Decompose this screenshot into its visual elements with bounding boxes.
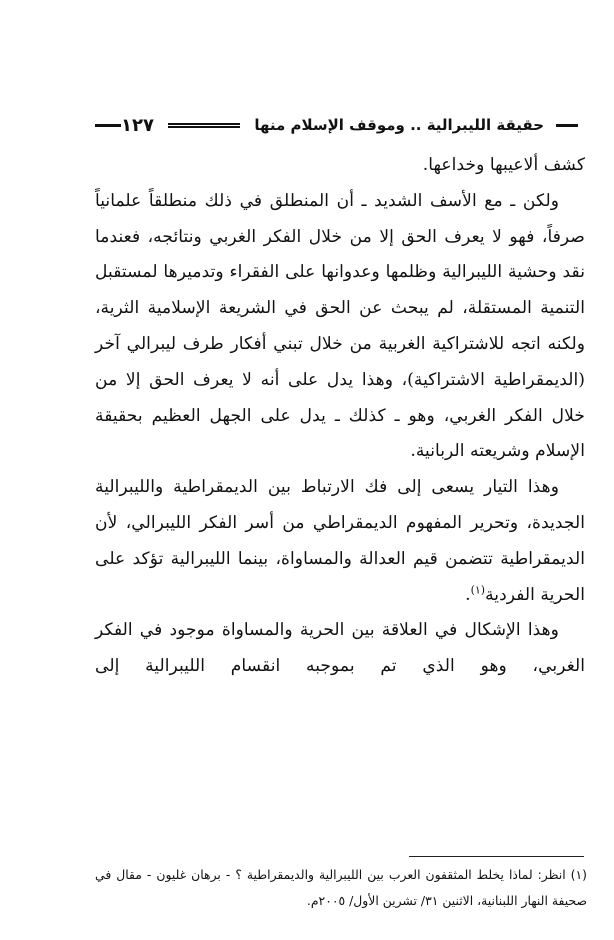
running-header (95, 110, 578, 140)
header-dash-right (556, 124, 578, 127)
footnote-1: (١) انظر: لماذا يخلط المثقفون العرب بين الليبرالية والديمقراطية ؟ - برهان غليون - مقال في صحيفة النهار اللبنانية، الاثنين ٣١/ تشرين الأول/ ٢٠٠٥م. (95, 867, 587, 908)
header-title: حقيقة الليبرالية .. وموقف الإسلام منها (254, 116, 544, 134)
paragraph-1: كشف ألاعيبها وخداعها. (422, 155, 585, 175)
paragraph-3 (95, 470, 585, 613)
header-dash-left (95, 124, 121, 127)
footnote-separator (409, 856, 584, 857)
body-text (95, 148, 585, 685)
footnote-reference: (١) (470, 582, 486, 596)
paragraph-3-end: . (465, 584, 471, 605)
footnotes (95, 862, 587, 914)
paragraph-2: ولكن ـ مع الأسف الشديد ـ أن المنطلق في ذلك منطلقاً علمانياً صرفاً، فهو لا يعرف الحق إلا من خلال الفكر الغربي ونتائجه، فعندما نقد وحشية الليبرالية وظلمها وعدوانها على الفقراء وتدميرها لمستقبل التنمية المستقلة، لم يبحث عن الحق في الشريعة الإسلامية الثرية، ولكنه اتجه للاشتراكية الغربية من خلال تبني أفكار طرف ليبرالي آخر (الديمقراطية الاشتراكية)، وهذا يدل على أنه لا يعرف الحق إلا من خلال الفكر الغربي، وهو ـ كذلك ـ يدل على الجهل العظيم بحقيقة الإسلام وشريعته الربانية. (95, 190, 585, 462)
paragraph-3-text: وهذا التيار يسعى إلى فك الارتباط بين الديمقراطية والليبرالية الجديدة، وتحرير المفهوم الديمقراطي من أسر الفكر الليبرالي، لأن الديمقراطية تتضمن قيم العدالة والمساواة، بينما الليبرالية تؤكد على الحرية الفردية (95, 477, 585, 605)
paragraph-4: وهذا الإشكال في العلاقة بين الحرية والمساواة موجود في الفكر الغربي، وهو الذي تم بموجبه انقسام الليبرالية إلى (95, 620, 585, 677)
page-number: ١٢٧ (121, 114, 154, 136)
header-rule (168, 123, 240, 128)
